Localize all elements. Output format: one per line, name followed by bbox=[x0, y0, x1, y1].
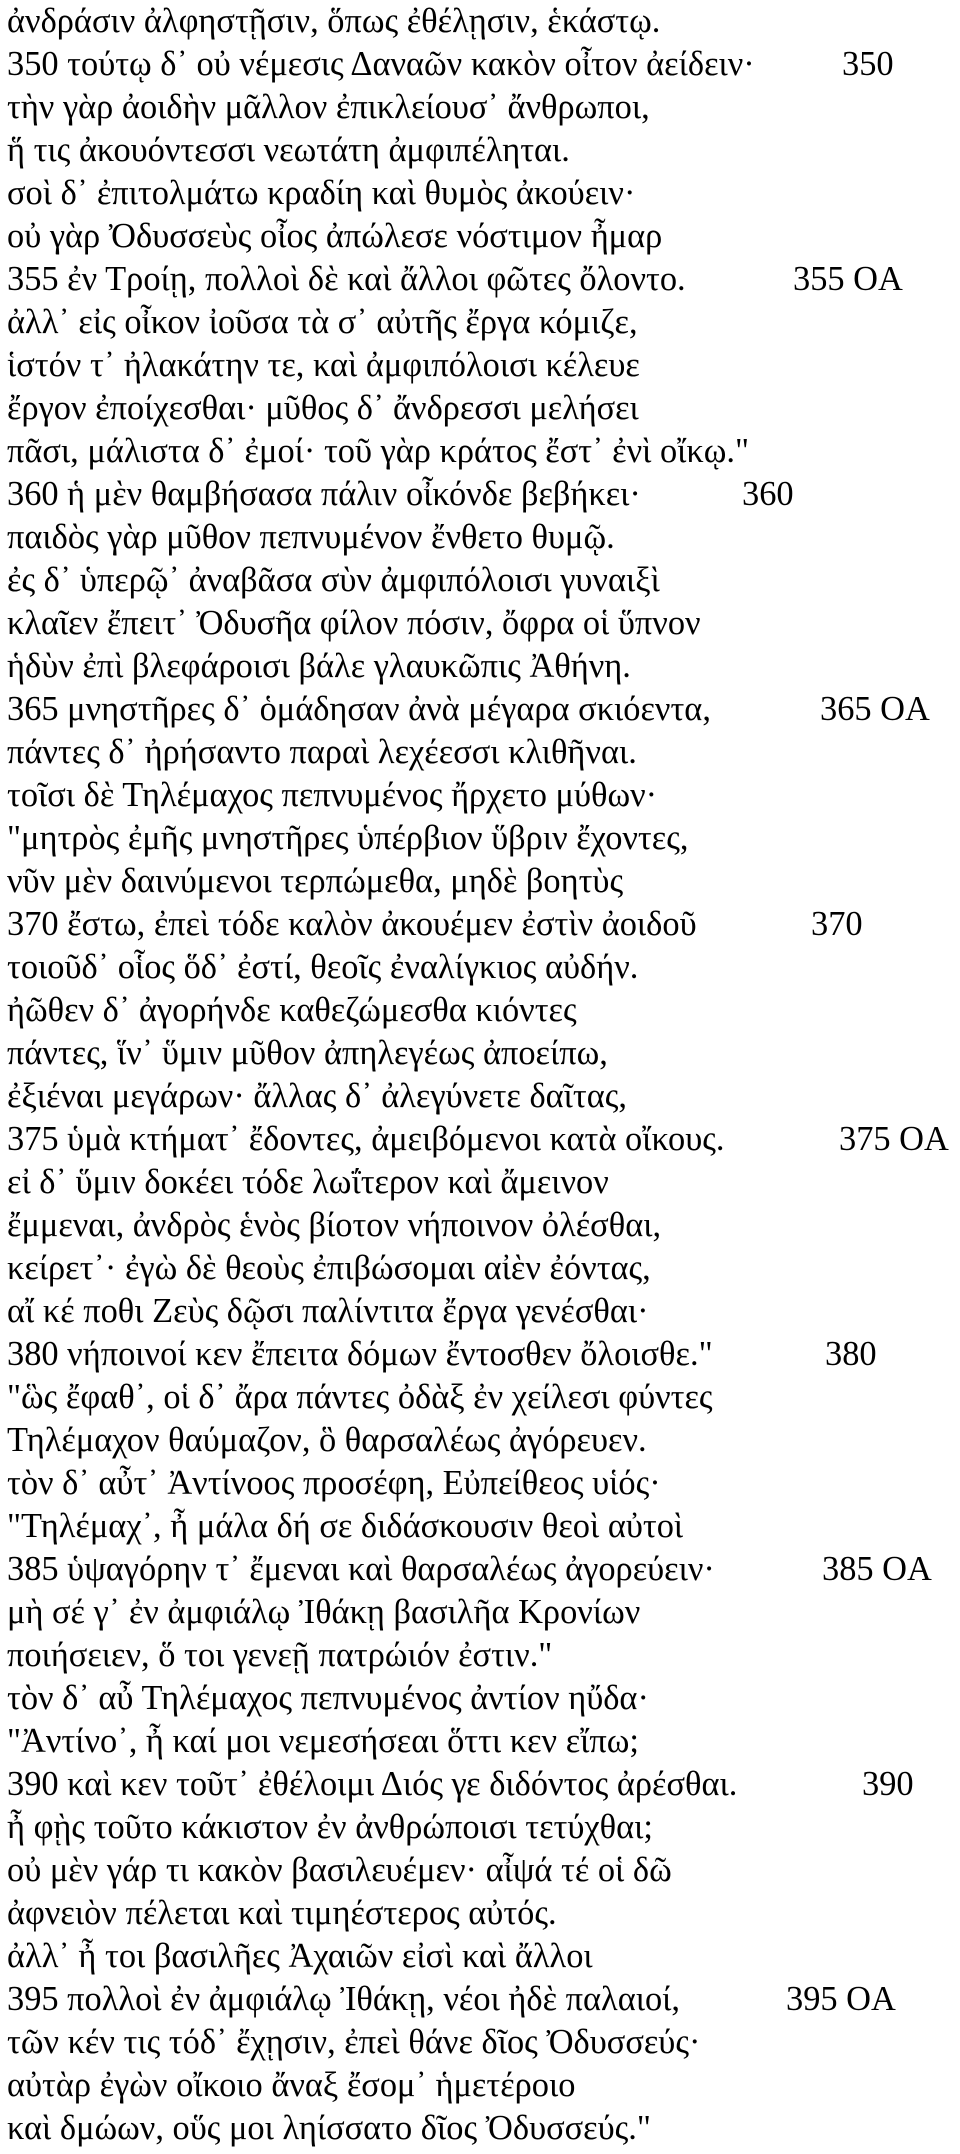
verse-line bbox=[7, 602, 953, 645]
verse-line bbox=[7, 1204, 953, 1247]
verse-text: 370 ἔστω, ἐπεὶ τόδε καλὸν ἀκουέμεν ἐστὶν ἀοιδοῦ bbox=[7, 905, 697, 943]
verse-line bbox=[7, 860, 953, 903]
verse-line bbox=[7, 344, 953, 387]
verse-text: ἦ φῂς τοῦτο κάκιστον ἐν ἀνθρώποισι τετύχθαι; bbox=[7, 1808, 653, 1846]
verse-text: "Τηλέμαχ᾽, ἦ μάλα δή σε διδάσκουσιν θεοὶ αὐτοὶ bbox=[7, 1507, 684, 1545]
verse-text: ἱστόν τ᾽ ἠλακάτην τε, καὶ ἀμφιπόλοισι κέλευε bbox=[7, 346, 640, 384]
margin-line-number: 375 OA bbox=[839, 1120, 949, 1158]
margin-line-number: 385 OA bbox=[822, 1550, 932, 1588]
verse-text: "Ἀντίνο᾽, ἦ καί μοι νεμεσήσεαι ὅττι κεν εἴπω; bbox=[7, 1722, 639, 1760]
verse-text: 395 πολλοὶ ἐν ἀμφιάλῳ Ἰθάκῃ, νέοι ἠδὲ παλαιοί, bbox=[7, 1980, 681, 2018]
verse-line bbox=[7, 387, 953, 430]
verse-line bbox=[7, 1505, 953, 1548]
verse-text: ἡδὺν ἐπὶ βλεφάροισι βάλε γλαυκῶπις Ἀθήνη. bbox=[7, 647, 631, 685]
verse-text: ἥ τις ἀκουόντεσσι νεωτάτη ἀμφιπέληται. bbox=[7, 131, 570, 169]
verse-line bbox=[7, 1677, 953, 1720]
verse-text: νῦν μὲν δαινύμενοι τερπώμεθα, μηδὲ βοητὺς bbox=[7, 862, 624, 900]
verse-line bbox=[7, 1806, 953, 1849]
verse-text: τοῖσι δὲ Τηλέμαχος πεπνυμένος ἤρχετο μύθων· bbox=[7, 776, 658, 814]
verse-line bbox=[7, 1376, 953, 1419]
verse-text: τὸν δ᾽ αὖ Τηλέμαχος πεπνυμένος ἀντίον ηὔδα· bbox=[7, 1679, 649, 1717]
verse-line bbox=[7, 1290, 953, 1333]
verse-line bbox=[7, 774, 953, 817]
verse-text: ἔργον ἐποίχεσθαι· μῦθος δ᾽ ἄνδρεσσι μελήσει bbox=[7, 389, 639, 427]
verse-line bbox=[7, 129, 953, 172]
verse-line bbox=[7, 1720, 953, 1763]
greek-text-passage bbox=[7, 0, 953, 2150]
verse-text: 360 ἡ μὲν θαμβήσασα πάλιν οἶκόνδε βεβήκει· bbox=[7, 475, 641, 513]
verse-line bbox=[7, 430, 953, 473]
verse-line bbox=[7, 1763, 953, 1806]
verse-line bbox=[7, 1892, 953, 1935]
verse-line bbox=[7, 2021, 953, 2064]
verse-line bbox=[7, 258, 953, 301]
verse-line bbox=[7, 1634, 953, 1677]
verse-line bbox=[7, 215, 953, 258]
verse-line bbox=[7, 731, 953, 774]
verse-line bbox=[7, 1333, 953, 1376]
verse-text: 375 ὑμὰ κτήματ᾽ ἔδοντες, ἀμειβόμενοι κατὰ οἴκους. bbox=[7, 1120, 725, 1158]
verse-text: 380 νήποινοί κεν ἔπειτα δόμων ἔντοσθεν ὄλοισθε." bbox=[7, 1335, 713, 1373]
verse-text: αἴ κέ ποθι Ζεὺς δῷσι παλίντιτα ἔργα γενέσθαι· bbox=[7, 1292, 649, 1330]
verse-text: τῶν κέν τις τόδ᾽ ἔχῃσιν, ἐπεὶ θάνε δῖος Ὀδυσσεύς· bbox=[7, 2023, 701, 2061]
verse-text: πάντες, ἵν᾽ ὕμιν μῦθον ἀπηλεγέως ἀποείπω, bbox=[7, 1034, 608, 1072]
verse-line bbox=[7, 301, 953, 344]
verse-line bbox=[7, 86, 953, 129]
verse-line bbox=[7, 516, 953, 559]
verse-line bbox=[7, 1849, 953, 1892]
verse-line bbox=[7, 1548, 953, 1591]
verse-text: "ὣς ἔφαθ᾽, οἱ δ᾽ ἄρα πάντες ὀδὰξ ἐν χείλεσι φύντες bbox=[7, 1378, 713, 1416]
margin-line-number: 355 OA bbox=[793, 260, 903, 298]
verse-text: ἀφνειὸν πέλεται καὶ τιμηέστερος αὐτός. bbox=[7, 1894, 557, 1932]
verse-line bbox=[7, 473, 953, 516]
verse-text: τοιοῦδ᾽ οἷος ὅδ᾽ ἐστί, θεοῖς ἐναλίγκιος αὐδήν. bbox=[7, 948, 639, 986]
verse-text: ἀλλ᾽ εἰς οἶκον ἰοῦσα τὰ σ᾽ αὐτῆς ἔργα κόμιζε, bbox=[7, 303, 638, 341]
verse-text: 365 μνηστῆρες δ᾽ ὁμάδησαν ἀνὰ μέγαρα σκιόεντα, bbox=[7, 690, 711, 728]
verse-text: σοὶ δ᾽ ἐπιτολμάτω κραδίη καὶ θυμὸς ἀκούειν· bbox=[7, 174, 636, 212]
verse-line bbox=[7, 1591, 953, 1634]
verse-line bbox=[7, 989, 953, 1032]
verse-text: "μητρὸς ἐμῆς μνηστῆρες ὑπέρβιον ὕβριν ἔχοντες, bbox=[7, 819, 689, 857]
verse-text: Τηλέμαχον θαύμαζον, ὃ θαρσαλέως ἀγόρευεν. bbox=[7, 1421, 647, 1459]
margin-line-number: 350 bbox=[842, 45, 894, 83]
margin-line-number: 360 bbox=[742, 475, 794, 513]
verse-text: πάντες δ᾽ ἠρήσαντο παραὶ λεχέεσσι κλιθῆναι. bbox=[7, 733, 637, 771]
verse-text: οὐ μὲν γάρ τι κακὸν βασιλευέμεν· αἶψά τέ οἱ δῶ bbox=[7, 1851, 672, 1889]
verse-text: ἀλλ᾽ ἦ τοι βασιλῆες Ἀχαιῶν εἰσὶ καὶ ἄλλοι bbox=[7, 1937, 593, 1975]
verse-line bbox=[7, 2107, 953, 2150]
verse-text: κλαῖεν ἔπειτ᾽ Ὀδυσῆα φίλον πόσιν, ὄφρα οἱ ὕπνον bbox=[7, 604, 701, 642]
verse-line bbox=[7, 1032, 953, 1075]
verse-line bbox=[7, 1075, 953, 1118]
verse-text: τὴν γὰρ ἀοιδὴν μᾶλλον ἐπικλείουσ᾽ ἄνθρωποι, bbox=[7, 88, 650, 126]
verse-line bbox=[7, 1161, 953, 1204]
margin-line-number: 395 OA bbox=[786, 1980, 896, 2018]
verse-line bbox=[7, 43, 953, 86]
verse-line bbox=[7, 559, 953, 602]
verse-text: ἔμμεναι, ἀνδρὸς ἑνὸς βίοτον νήποινον ὀλέσθαι, bbox=[7, 1206, 662, 1244]
verse-text: 390 καὶ κεν τοῦτ᾽ ἐθέλοιμι Διός γε διδόντος ἀρέσθαι. bbox=[7, 1765, 738, 1803]
verse-line bbox=[7, 688, 953, 731]
verse-text: τὸν δ᾽ αὖτ᾽ Ἀντίνοος προσέφη, Εὐπείθεος υἱός· bbox=[7, 1464, 661, 1502]
verse-line bbox=[7, 946, 953, 989]
verse-text: μὴ σέ γ᾽ ἐν ἀμφιάλῳ Ἰθάκῃ βασιλῆα Κρονίων bbox=[7, 1593, 641, 1631]
verse-text: καὶ δμώων, οὕς μοι ληίσσατο δῖος Ὀδυσσεύς." bbox=[7, 2109, 651, 2147]
verse-text: πᾶσι, μάλιστα δ᾽ ἐμοί· τοῦ γὰρ κράτος ἔστ᾽ ἐνὶ οἴκῳ." bbox=[7, 432, 750, 470]
verse-text: κείρετ᾽· ἐγὼ δὲ θεοὺς ἐπιβώσομαι αἰὲν ἐόντας, bbox=[7, 1249, 651, 1287]
verse-line bbox=[7, 1978, 953, 2021]
margin-line-number: 365 OA bbox=[820, 690, 930, 728]
verse-text: αὐτὰρ ἐγὼν οἴκοιο ἄναξ ἔσομ᾽ ἡμετέροιο bbox=[7, 2066, 576, 2104]
verse-line bbox=[7, 1935, 953, 1978]
verse-text: ἐξιέναι μεγάρων· ἄλλας δ᾽ ἀλεγύνετε δαῖτας, bbox=[7, 1077, 627, 1115]
verse-line bbox=[7, 1462, 953, 1505]
verse-text: ἐς δ᾽ ὑπερῷ᾽ ἀναβᾶσα σὺν ἀμφιπόλοισι γυναιξὶ bbox=[7, 561, 660, 599]
verse-text: 385 ὑψαγόρην τ᾽ ἔμεναι καὶ θαρσαλέως ἀγορεύειν· bbox=[7, 1550, 715, 1588]
verse-line bbox=[7, 2064, 953, 2107]
verse-text: ποιήσειεν, ὅ τοι γενεῇ πατρώιόν ἐστιν." bbox=[7, 1636, 553, 1674]
verse-text: ἀνδράσιν ἀλφηστῇσιν, ὅπως ἐθέλῃσιν, ἑκάστῳ. bbox=[7, 2, 661, 40]
verse-text: 355 ἐν Τροίῃ, πολλοὶ δὲ καὶ ἄλλοι φῶτες ὄλοντο. bbox=[7, 260, 686, 298]
verse-line bbox=[7, 645, 953, 688]
verse-text: παιδὸς γὰρ μῦθον πεπνυμένον ἔνθετο θυμῷ. bbox=[7, 518, 615, 556]
verse-line bbox=[7, 172, 953, 215]
verse-text: 350 τούτῳ δ᾽ οὐ νέμεσις Δαναῶν κακὸν οἶτον ἀείδειν· bbox=[7, 45, 755, 83]
verse-text: οὐ γὰρ Ὀδυσσεὺς οἶος ἀπώλεσε νόστιμον ἦμαρ bbox=[7, 217, 663, 255]
margin-line-number: 380 bbox=[825, 1335, 877, 1373]
verse-line bbox=[7, 1118, 953, 1161]
verse-text: εἰ δ᾽ ὕμιν δοκέει τόδε λωΐτερον καὶ ἄμεινον bbox=[7, 1163, 609, 1201]
margin-line-number: 370 bbox=[811, 905, 863, 943]
verse-line bbox=[7, 0, 953, 43]
verse-line bbox=[7, 817, 953, 860]
margin-line-number: 390 bbox=[862, 1765, 914, 1803]
verse-line bbox=[7, 1419, 953, 1462]
verse-text: ἠῶθεν δ᾽ ἀγορήνδε καθεζώμεσθα κιόντες bbox=[7, 991, 577, 1029]
verse-line bbox=[7, 903, 953, 946]
verse-line bbox=[7, 1247, 953, 1290]
